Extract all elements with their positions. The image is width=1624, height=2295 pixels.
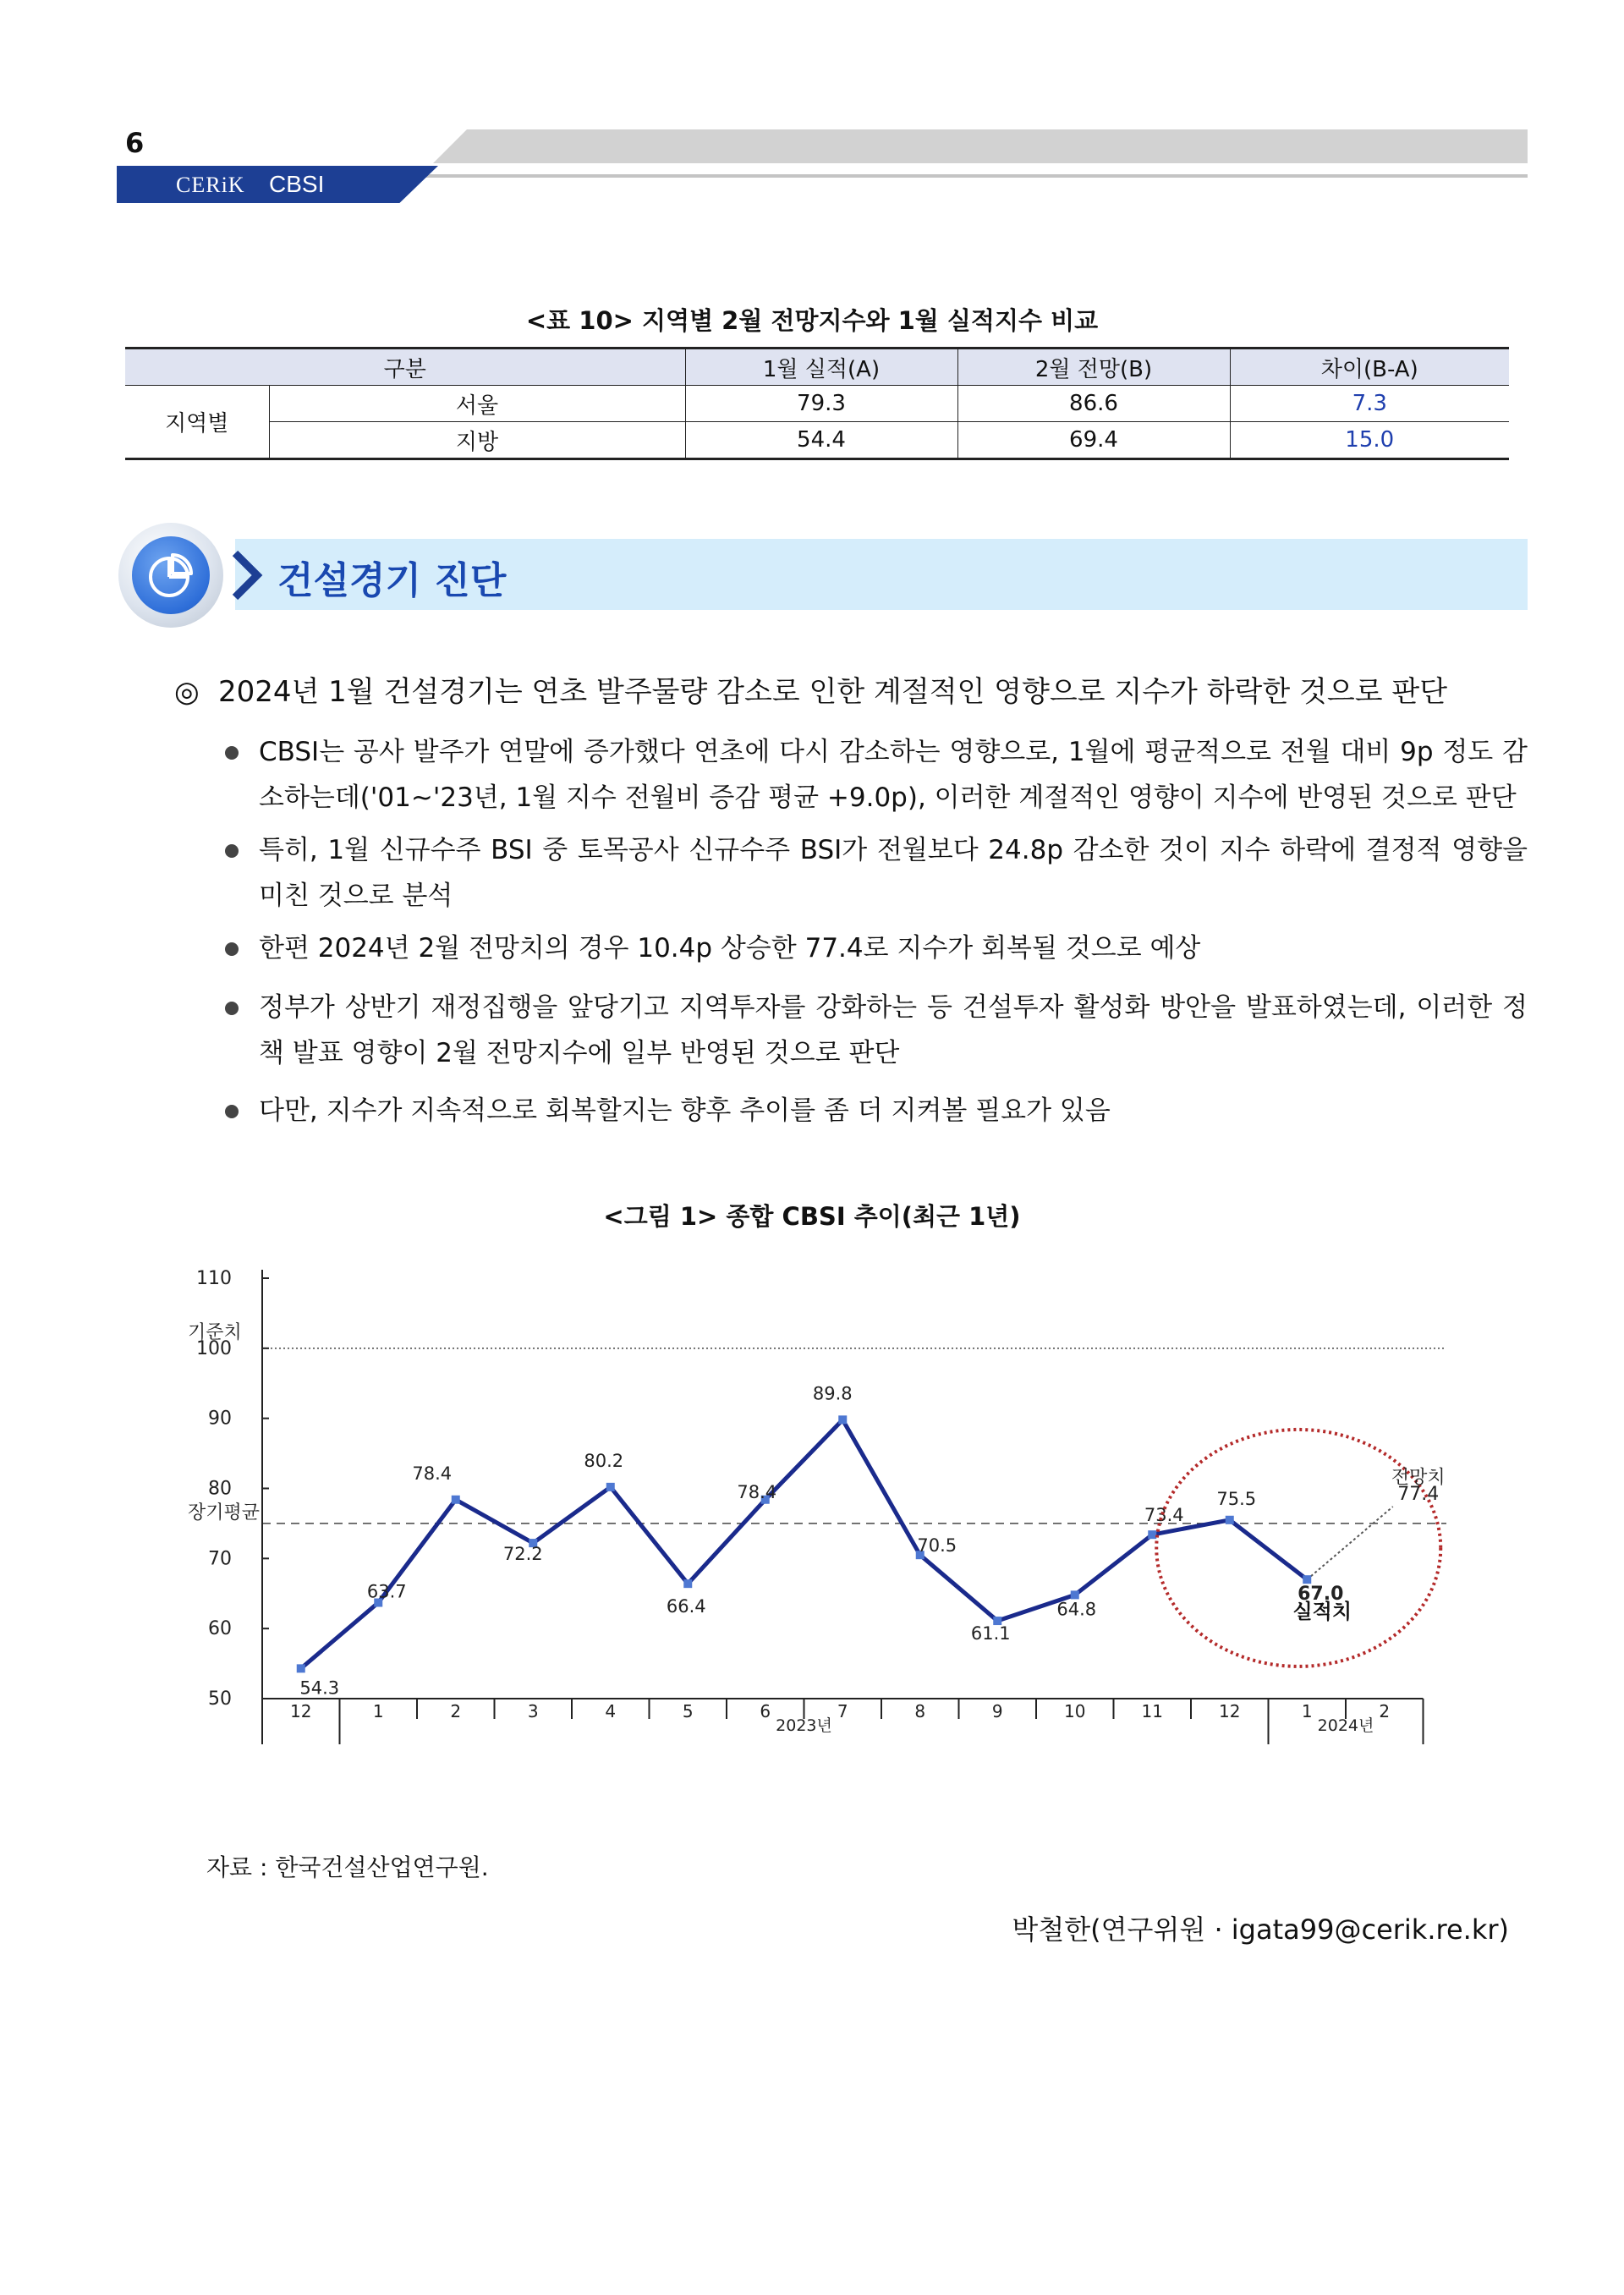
x-tick-label: 1: [1301, 1701, 1313, 1721]
bullet-item: [259, 925, 1528, 971]
bullet-dot-icon: [225, 746, 239, 760]
data-point: [1148, 1530, 1156, 1539]
bullet-dot-icon: [225, 1002, 239, 1015]
table-header-cell: 차이(B-A): [1230, 349, 1509, 386]
bullet-dot-icon: [225, 942, 239, 956]
data-label: 63.7: [366, 1581, 407, 1602]
intro-text: 2024년 1월 건설경기는 연초 발주물량 감소로 인한 계절적인 영향으로 지수가 하락한 것으로 판단: [218, 675, 1448, 709]
table-caption: <표 10> 지역별 2월 전망지수와 1월 실적지수 비교: [525, 306, 1099, 335]
table-header-row: [125, 349, 1509, 386]
bullet-dot-icon: [225, 844, 239, 858]
table-header-cell: 1월 실적(A): [685, 349, 957, 386]
data-label: 78.4: [412, 1463, 453, 1484]
data-label: 72.2: [502, 1544, 543, 1565]
figure-caption: <그림 1> 종합 CBSI 추이(최근 1년): [603, 1202, 1021, 1231]
x-tick-label: 3: [527, 1701, 539, 1721]
x-tick-label: 12: [290, 1701, 312, 1721]
x-tick-label: 10: [1064, 1701, 1086, 1721]
data-label: 89.8: [812, 1383, 853, 1404]
table-cell: 79.3: [685, 386, 957, 422]
x-tick-label: 12: [1219, 1701, 1241, 1721]
data-point: [683, 1579, 692, 1588]
table-header-cell: 2월 전망(B): [957, 349, 1230, 386]
bullet-text: 정부가 상반기 재정집행을 앞당기고 지역투자를 강화하는 등 건설투자 활성화 방안을 발표하였는데, 이러한 정책 발표 영향이 2월 전망지수에 일부 반영된 것으로 판단: [259, 992, 1528, 1068]
x-tick-label: 2: [450, 1701, 462, 1721]
forecast-value-label: 77.4: [1397, 1484, 1440, 1506]
y-tick-label: 90: [208, 1408, 232, 1430]
table-cell-diff: 15.0: [1230, 422, 1509, 459]
data-label: 67.0: [1298, 1584, 1344, 1606]
data-label: 66.4: [666, 1596, 706, 1617]
data-point: [452, 1496, 460, 1504]
brand-logo-cbsi: CBSI: [269, 171, 325, 197]
brand-logo-cerik: CERiK: [176, 173, 245, 197]
cbsi-line-chart: [169, 1255, 1489, 1780]
x-tick-label: 8: [914, 1701, 926, 1721]
data-point: [606, 1483, 615, 1491]
data-label: 54.3: [299, 1677, 340, 1699]
reference-label: 기준치: [188, 1321, 242, 1343]
data-point: [1303, 1575, 1311, 1584]
bullet-item: [259, 827, 1528, 919]
intro-line: [174, 668, 1447, 710]
data-label: 78.4: [737, 1481, 777, 1502]
table-cell-diff: 7.3: [1230, 386, 1509, 422]
bullet-text: CBSI는 공사 발주가 연말에 증가했다 연초에 다시 감소하는 영향으로, 1월에 평균적으로 전월 대비 9p 정도 감소하는데('01~'23년, 1월 지수 전월비 증감 평균 +9.0p), 이러한 계절적인 영향이 지수에 반영된 것으로 판단: [259, 737, 1528, 813]
page-number: 6: [125, 127, 145, 159]
series-line: [301, 1419, 1308, 1668]
table-cell: 69.4: [957, 422, 1230, 459]
y-tick-label: 70: [208, 1548, 232, 1570]
x-tick-label: 5: [682, 1701, 694, 1721]
x-tick-label: 2: [1379, 1701, 1391, 1721]
forecast-label: 전망치: [1391, 1467, 1446, 1489]
table-cell: 서울: [269, 386, 685, 422]
actual-label: 실적치: [1292, 1600, 1352, 1624]
highlight-circle: [1156, 1430, 1440, 1666]
bullet-text: 한편 2024년 2월 전망치의 경우 10.4p 상승한 77.4로 지수가 회복될 것으로 예상: [259, 933, 1201, 964]
x-tick-label: 1: [372, 1701, 384, 1721]
data-label: 61.1: [970, 1623, 1011, 1644]
table-row: [125, 386, 1509, 422]
y-tick-label: 80: [208, 1478, 232, 1500]
x-tick-label: 9: [991, 1701, 1003, 1721]
bullet-text: 특히, 1월 신규수주 BSI 중 토목공사 신규수주 BSI가 전월보다 24.8p 감소한 것이 지수 하락에 결정적 영향을 미친 것으로 분석: [259, 835, 1528, 911]
y-tick-label: 110: [196, 1268, 232, 1289]
pie-chart-icon: [144, 548, 198, 602]
data-point: [838, 1415, 847, 1424]
bullet-item: [259, 729, 1528, 821]
x-tick-label: 11: [1141, 1701, 1163, 1721]
comparison-table: [125, 347, 1509, 460]
source-note: 자료 : 한국건설산업연구원.: [206, 1853, 489, 1881]
table-header-cell: 구분: [125, 349, 685, 386]
data-label: 80.2: [584, 1450, 624, 1471]
data-point: [1226, 1516, 1234, 1524]
bullet-item: [259, 985, 1528, 1076]
table-cell: 86.6: [957, 386, 1230, 422]
table-row: [125, 422, 1509, 459]
bullet-text: 다만, 지수가 지속적으로 회복할지는 향후 추이를 좀 더 지켜볼 필요가 있음: [259, 1095, 1111, 1126]
data-label: 64.8: [1056, 1599, 1097, 1620]
y-tick-label: 50: [208, 1688, 232, 1710]
bullet-item: [259, 1088, 1528, 1134]
y-tick-label: 60: [208, 1618, 232, 1640]
data-label: 75.5: [1216, 1488, 1257, 1509]
author-credit: 박철한(연구위원 · igata99@cerik.re.kr): [1012, 1913, 1509, 1946]
bullet-dot-icon: [225, 1105, 239, 1118]
reference-label: 장기평균: [188, 1502, 261, 1524]
y-tick-label: 100: [196, 1337, 232, 1359]
data-point: [1071, 1590, 1079, 1599]
year-label: 2024년: [1317, 1716, 1374, 1735]
section-title: 건설경기 진단: [277, 559, 507, 602]
table-cell: 54.4: [685, 422, 957, 459]
x-tick-label: 7: [837, 1701, 848, 1721]
x-tick-label: 6: [760, 1701, 771, 1721]
header-rule: [398, 174, 1528, 178]
forecast-line: [1307, 1507, 1393, 1579]
chevron-right-icon: [228, 548, 266, 602]
data-label: 70.5: [917, 1535, 957, 1557]
header-gray-band: [433, 129, 1528, 163]
data-label: 73.4: [1144, 1505, 1184, 1526]
x-tick-label: 4: [605, 1701, 617, 1721]
table-cell: 지방: [269, 422, 685, 459]
double-circle-icon: ◎: [174, 675, 200, 709]
table-group-cell: 지역별: [125, 386, 269, 459]
year-label: 2023년: [776, 1716, 832, 1735]
data-point: [297, 1664, 305, 1672]
